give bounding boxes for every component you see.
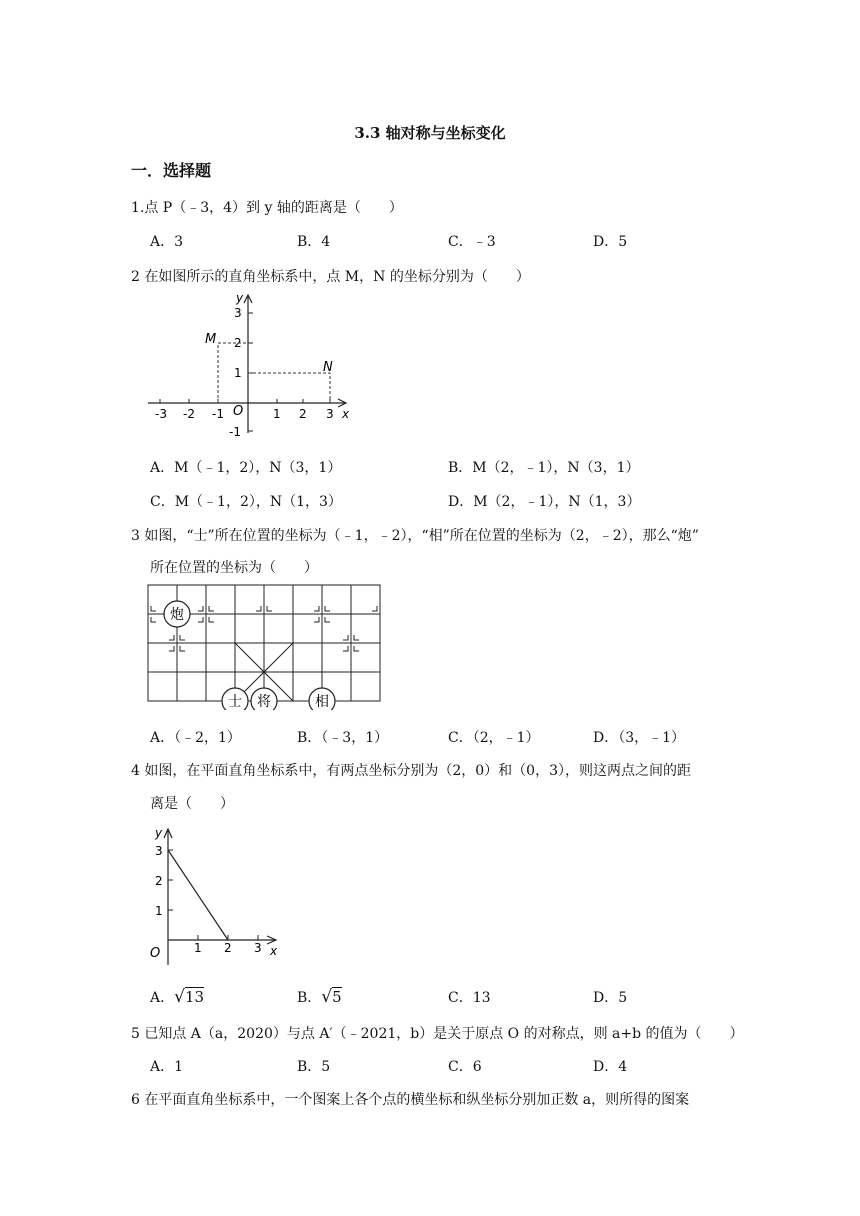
q3-option-b: B．（﹣3，1） xyxy=(297,730,389,746)
q2-y-tick: 2 xyxy=(234,336,242,350)
q5-option-d: D．4 xyxy=(593,1059,628,1075)
q2-origin-label: O xyxy=(233,404,244,419)
q2-y-tick: 1 xyxy=(234,366,242,380)
q2-x-label: x xyxy=(342,407,350,421)
q4-x-label: x xyxy=(270,944,278,958)
radical-sign: √ xyxy=(321,987,333,1007)
q1-option-b: B．4 xyxy=(297,234,331,250)
q2-x-tick: -1 xyxy=(212,407,224,421)
q4-origin-label: O xyxy=(150,946,161,961)
q2-option-a: A．M（﹣1，2），N（3，1） xyxy=(150,460,342,476)
q2-x-tick: -2 xyxy=(183,407,195,421)
q4-y-label: y xyxy=(155,826,163,840)
q4-y-tick: 1 xyxy=(155,904,163,918)
q4-y-tick: 3 xyxy=(155,844,163,858)
radical-sign: √ xyxy=(174,987,185,1007)
question-3-stem-line1: 3 如图，“士”所在位置的坐标为（﹣1，﹣2），“相”所在位置的坐标为（2，﹣2），那么“炮” xyxy=(131,528,699,544)
q2-x-tick: 2 xyxy=(299,407,307,421)
q2-coordinate-figure xyxy=(140,288,370,438)
q2-x-tick: 1 xyxy=(273,407,281,421)
q3-option-d: D．（3，﹣1） xyxy=(593,730,686,746)
q3-piece-shi: 士 xyxy=(228,694,242,710)
q2-y-label: y xyxy=(236,291,244,305)
question-2-stem: 2 在如图所示的直角坐标系中，点 M，N 的坐标分别为（ ） xyxy=(131,269,530,285)
q4-option-c: C．13 xyxy=(448,990,491,1006)
question-6-stem: 6 在平面直角坐标系中，一个图案上各个点的横坐标和纵坐标分别加正数 a，则所得的图案 xyxy=(131,1092,690,1108)
q5-option-b: B．5 xyxy=(297,1059,331,1075)
q3-piece-xiang: 相 xyxy=(315,694,329,710)
q4-x-tick: 1 xyxy=(194,941,202,955)
q2-x-tick: -3 xyxy=(155,407,167,421)
q3-option-c: C．（2，﹣1） xyxy=(448,730,540,746)
q2-option-c: C．M（﹣1，2），N（1，3） xyxy=(150,494,342,510)
question-3-stem-line2: 所在位置的坐标为（ ） xyxy=(150,560,318,576)
q1-option-a: A．3 xyxy=(150,234,184,250)
q4-option-b-label: B． xyxy=(297,990,322,1006)
question-1-stem: 1.点 P（﹣3，4）到 y 轴的距离是（ ） xyxy=(131,200,403,216)
q4-option-b-radicand: 5 xyxy=(332,988,342,1006)
q4-coordinate-figure xyxy=(145,820,290,970)
section-heading: 一．选择题 xyxy=(131,161,212,180)
question-4-stem-line1: 4 如图，在平面直角坐标系中，有两点坐标分别为（2，0）和（0，3），则这两点之间的距 xyxy=(131,763,691,779)
q4-x-tick: 3 xyxy=(254,941,262,955)
q1-option-c: C．﹣3 xyxy=(448,234,496,250)
q4-option-b xyxy=(297,987,342,1007)
q3-option-a: A．（﹣2，1） xyxy=(150,730,241,746)
question-5-stem: 5 已知点 A（a，2020）与点 A′（﹣2021，b）是关于原点 O 的对称点，则 a+b 的值为（ ） xyxy=(131,1026,744,1042)
q5-option-a: A．1 xyxy=(150,1059,184,1075)
q4-option-a-label: A． xyxy=(150,990,175,1006)
q2-option-d: D．M（2，﹣1），N（1，3） xyxy=(448,494,641,510)
q4-x-tick: 2 xyxy=(224,941,232,955)
q2-point-n-label: N xyxy=(323,360,333,375)
q3-piece-jiang: 将 xyxy=(257,694,271,710)
q2-y-tick: -1 xyxy=(229,425,241,438)
question-4-stem-line2: 离是（ ） xyxy=(150,796,234,812)
q2-option-b: B．M（2，﹣1），N（3，1） xyxy=(448,460,640,476)
page-title: 3.3 轴对称与坐标变化 xyxy=(354,124,506,142)
q5-option-c: C．6 xyxy=(448,1059,482,1075)
q3-chessboard-figure xyxy=(143,580,385,710)
q4-option-a-radicand: 13 xyxy=(184,988,205,1006)
q4-option-d: D．5 xyxy=(593,990,628,1006)
q2-x-tick: 3 xyxy=(326,407,334,421)
q2-y-tick: 3 xyxy=(234,306,242,320)
q4-y-tick: 2 xyxy=(155,874,163,888)
q2-point-m-label: M xyxy=(205,332,217,347)
q3-piece-pao: 炮 xyxy=(170,607,184,623)
q4-option-a xyxy=(150,987,204,1007)
q1-option-d: D．5 xyxy=(593,234,628,250)
